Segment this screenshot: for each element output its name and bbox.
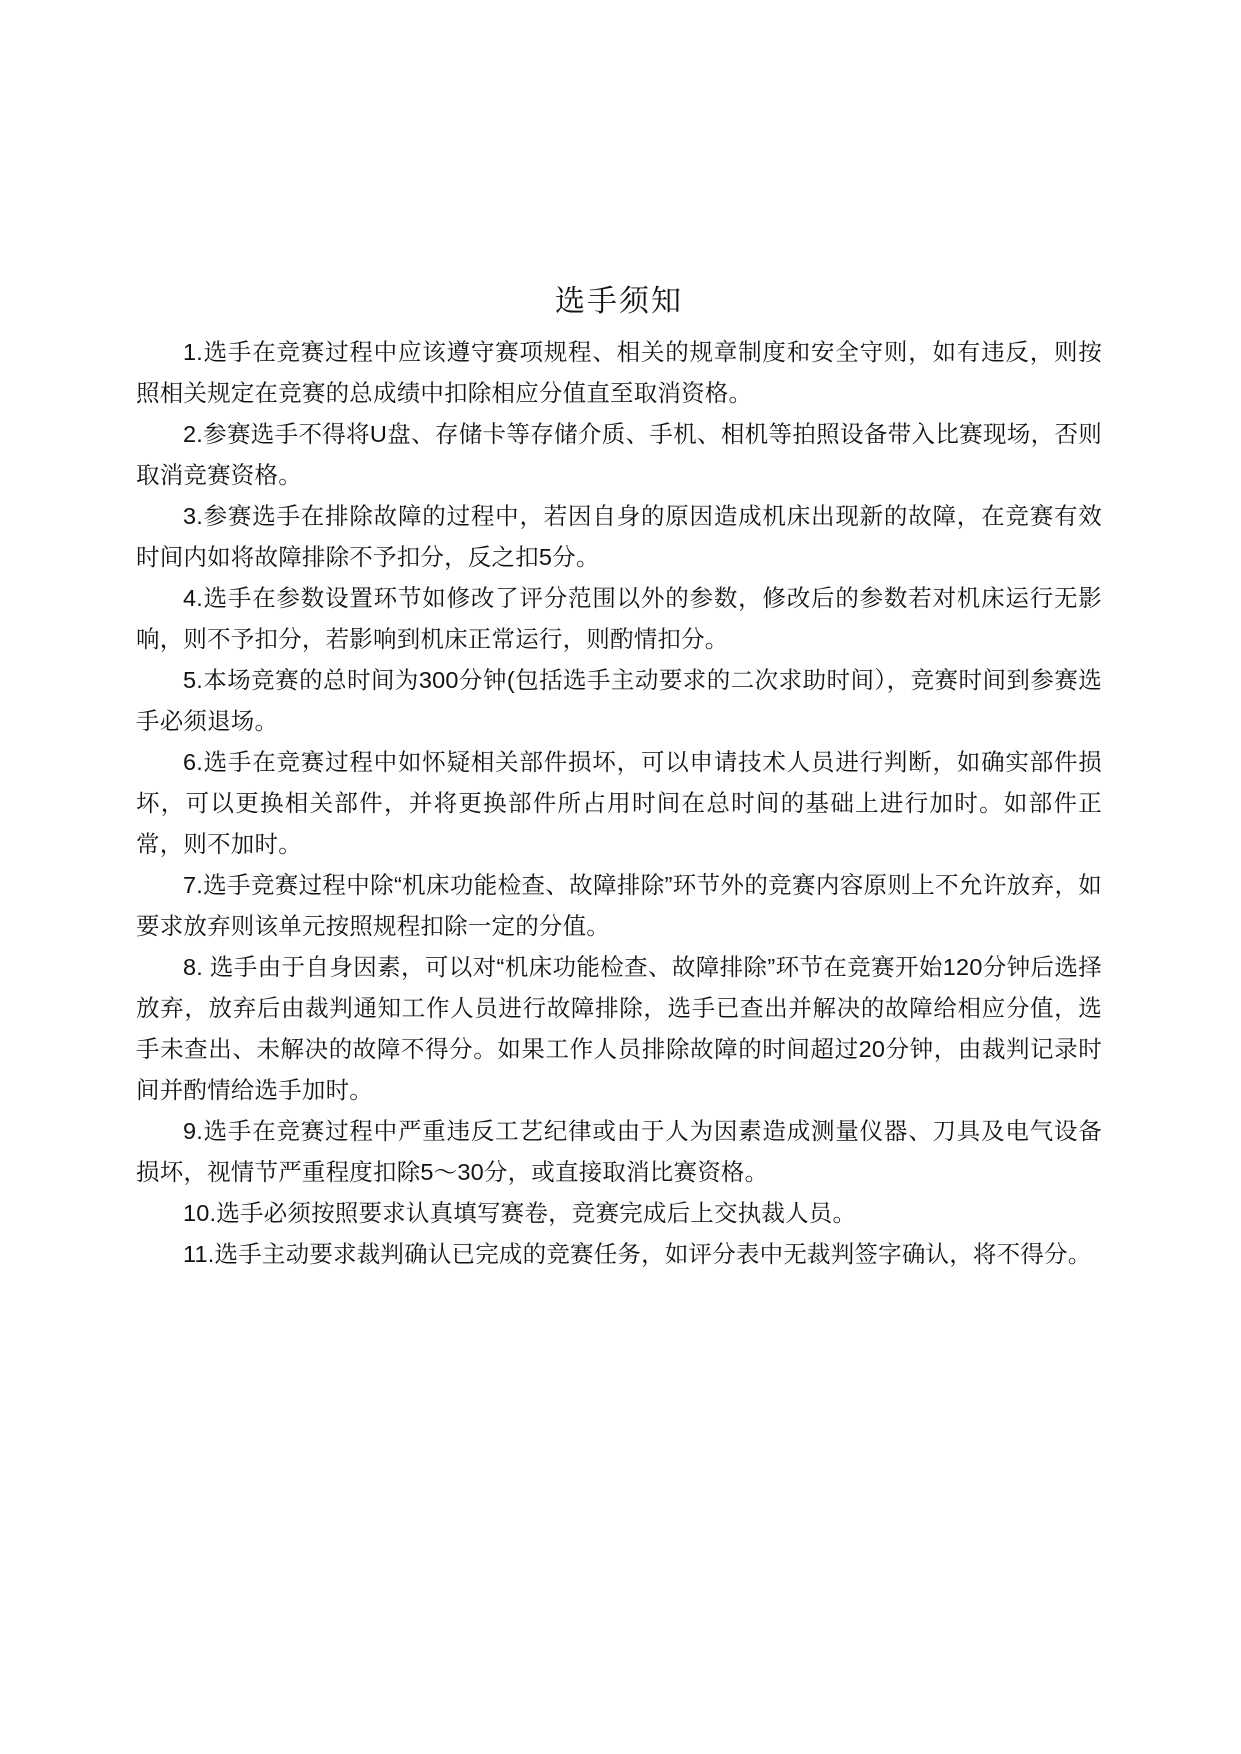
page-title: 选手须知	[555, 285, 683, 318]
document-body	[136, 280, 1102, 1275]
paragraph-3: 3.参赛选手在排除故障的过程中，若因自身的原因造成机床出现新的故障，在竞赛有效时间内如将故障排除不予扣分，反之扣5分。	[136, 503, 1102, 570]
paragraph-9: 9.选手在竞赛过程中严重违反工艺纪律或由于人为因素造成测量仪器、刀具及电气设备损坏，视情节严重程度扣除5～30分，或直接取消比赛资格。	[136, 1118, 1102, 1185]
paragraph-1: 1.选手在竞赛过程中应该遵守赛项规程、相关的规章制度和安全守则，如有违反，则按照相关规定在竞赛的总成绩中扣除相应分值直至取消资格。	[136, 339, 1102, 406]
paragraph-2: 2.参赛选手不得将U盘、存储卡等存储介质、手机、相机等拍照设备带入比赛现场，否则取消竞赛资格。	[136, 421, 1102, 488]
paragraph-5: 5.本场竞赛的总时间为300分钟(包括选手主动要求的二次求助时间），竞赛时间到参赛选手必须退场。	[136, 667, 1102, 734]
paragraph-7: 7.选手竞赛过程中除“机床功能检查、故障排除”环节外的竞赛内容原则上不允许放弃，如要求放弃则该单元按照规程扣除一定的分值。	[136, 872, 1102, 939]
paragraph-6: 6.选手在竞赛过程中如怀疑相关部件损坏，可以申请技术人员进行判断，如确实部件损坏，可以更换相关部件，并将更换部件所占用时间在总时间的基础上进行加时。如部件正常，则不加时。	[136, 749, 1102, 857]
paragraph-8: 8. 选手由于自身因素，可以对“机床功能检查、故障排除”环节在竞赛开始120分钟后选择放弃，放弃后由裁判通知工作人员进行故障排除，选手已查出并解决的故障给相应分值，选手未查出、未解决的故障不得分。如果工作人员排除故障的时间超过20分钟，由裁判记录时间并酌情给选手加时。	[136, 954, 1102, 1103]
paragraph-4: 4.选手在参数设置环节如修改了评分范围以外的参数，修改后的参数若对机床运行无影响，则不予扣分，若影响到机床正常运行，则酌情扣分。	[136, 585, 1102, 652]
paragraph-11: 11.选手主动要求裁判确认已完成的竞赛任务，如评分表中无裁判签字确认，将不得分。	[183, 1241, 1092, 1267]
paragraph-10: 10.选手必须按照要求认真填写赛卷，竞赛完成后上交执裁人员。	[183, 1200, 857, 1226]
